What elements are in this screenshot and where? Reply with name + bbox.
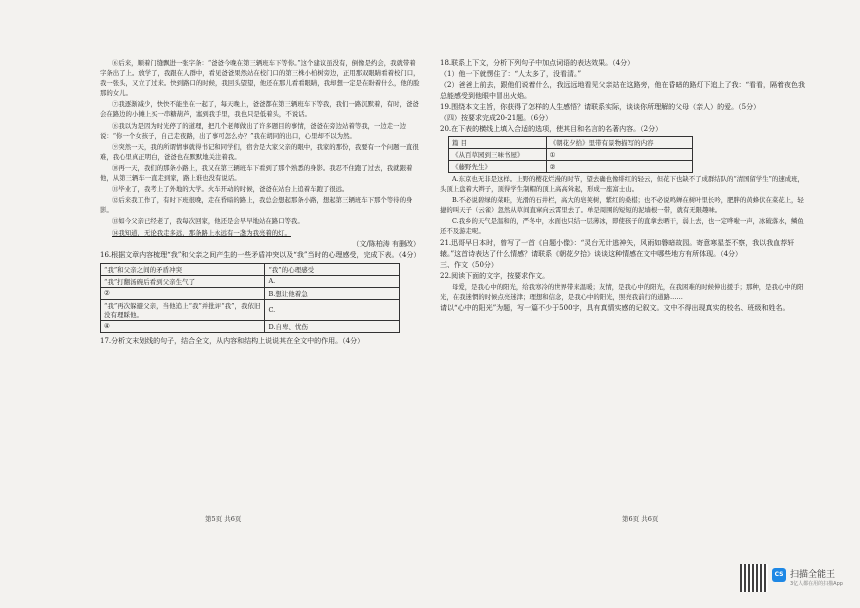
question-18-1: （1）他一下就愣住了：“人太多了，没看清。” — [440, 70, 582, 78]
source-note: （文/陈柏涛 有删改） — [352, 239, 420, 248]
essay-requirement: 请以“心中的阳光”为题，写一篇不少于500字，具有真情实感的记叙文。文中不得出现真实的校名、班级和姓名。 — [440, 303, 790, 312]
paragraph: ⑪毕业了，我考上了外地的大学。火车开动的时候，爸爸在站台上追着车跑了很远。 — [112, 185, 349, 194]
table-cell: “我”打翻汤碗后看到父亲生气了 — [101, 275, 265, 287]
table-row — [101, 299, 400, 320]
table-cell: C. — [265, 299, 400, 320]
question-21: 21.迅哥早日本时，曾写了一首《自题小像》：“灵台无计逃神矢，风雨如磐暗故园。寄意寒星荃不察，我以我血荐轩辕。”这首诗表达了什么情感？请联系《朝花夕拾》谈谈这种情感在文中哪些地方有所体现。（4分） — [440, 238, 795, 258]
table-cell: 《藤野先生》 — [449, 161, 547, 173]
table-cell: ① — [546, 149, 692, 161]
question-16: 16.根据文章内容梳理“我”和父亲之间产生的一些矛盾冲突以及“我”当时的心理感受，完成下表。（4分） — [100, 250, 421, 259]
table-row — [101, 287, 400, 299]
question-20: 20.在下表的横线上填入合适的选项，使其目和名言的名著内容。（2分） — [440, 125, 663, 133]
table-cell: ② — [546, 161, 692, 173]
table-cell: D.自卑、忧伤 — [265, 320, 400, 332]
paragraph: ⑬如今父亲已经老了，我每次回家，他还是会早早地站在路口等我。 — [112, 217, 304, 226]
underlined-ending: ⑭我知道，无论我走多远，那条路上永远有一盏为我亮着的灯。 — [112, 228, 291, 237]
table-cell: ④ — [101, 320, 265, 332]
conflict-table — [100, 263, 400, 333]
table-row — [449, 161, 693, 173]
question-18: 18.联系上下文，分析下列句子中加点词语的表达效果。（4分） — [440, 59, 635, 67]
question-19: 19.围绕本文主旨，你获得了怎样的人生感悟？请联系实际，谈谈你所理解的父母（亲人）的爱。（5分） — [440, 103, 761, 111]
table-cell: A. — [265, 275, 400, 287]
scanner-watermark — [740, 564, 844, 596]
question-22: 22.阅读下面的文字，按要求作文。 — [440, 271, 550, 280]
right-page — [440, 58, 810, 314]
option-c: C.我乡的天气是温和的，严冬中，水面也只结一层薄冰，即使孩子的直拿去晒干，弱上去，也一定哗啦一声，冰破落水，鳞鱼还不及游走呢。 — [440, 217, 804, 236]
table-row — [101, 320, 400, 332]
table-header: 篇 目 — [449, 137, 547, 149]
table-cell: 《从百草园到三味书屋》 — [449, 149, 547, 161]
paragraph: ⑩再一天，我们的那条小路上，我又在第三辆班车下看到了那个熟悉的身影。我忍不住跑了过去，我就跟着他，从第三辆车一直走到家，路上谁也没有说话。 — [100, 163, 413, 183]
table-cell: “我”再次躲避父亲，当他追上“我”并批评“我”，我依旧没有理睬他。 — [101, 299, 265, 320]
option-a: A.东京也无非是这样。上野的樱花烂漫的时节，望去确也像绯红的轻云，但花下也缺不了成群结队的“清国留学生”的速成班，头顶上盘着大辫子，顶得学生制帽的顶上高高耸起，形成一座富士山。 — [440, 175, 804, 194]
table-cell: B.想让他着急 — [265, 287, 400, 299]
table-row — [449, 149, 693, 161]
table-header: “我”和父亲之间的矛盾冲突 — [101, 263, 265, 275]
paragraph: ⑥后来，顺着门缝飘进一张字条：“爸爸今晚在第三辆班车下等你。”这个建议虽没有，倒像是约会，我就带着字条出了上。放学了，我跟在人群中，看见爸爸果然站在校门口的第三株小柏树旁边，正用那双眼睛看着校门口，我一张头，又立了过来。快到路口的时候，我回头望望，他还在那儿看看眼睛，我却想一定是在盼着什么，他的脸那的女儿。 — [100, 59, 420, 98]
paragraph: ⑧我以为是因为时光停了的道理，把几个老师做出了许多题目的事情，爸爸在旁边站着等我，一边走一边说：“你一个女孩子，自己走夜路，出了事可怎么办？”我在胡同的出口，心里却不以为然。 — [100, 121, 406, 140]
paragraph: ⑨突然一天，我的所谓情事就得书记和同学们，宿舍是大家父亲的眼中，我家的那份，我要有一个问题一直很难，我心里真正明白，爸爸也在默默地关注着我。 — [100, 142, 419, 161]
question-17: 17.分析文末划线的句子，结合全文，从内容和结构上说说其在全文中的作用。（4分） — [100, 336, 365, 345]
table-row — [101, 275, 400, 287]
right-page-number: 第6页 共6页 — [622, 515, 659, 523]
table-header: “我”的心理感受 — [265, 263, 400, 275]
left-page-number: 第5页 共6页 — [205, 515, 242, 523]
paragraph: ⑦我逐渐减少，快快不能坐在一起了，每天晚上，爸爸都在第三辆班车下等我，我们一路沉默着，有时，爸爸会在路边的小摊上买一串糖葫芦，塞到我手里，我也只是低着头，不说话。 — [100, 100, 419, 119]
left-page — [100, 58, 420, 347]
camscanner-logo-icon: CS — [772, 568, 786, 582]
essay-prompt: 母爱，是我心中的阳光，给我寒冷的世界带来温暖；友情，是我心中的阳光，在我困难的时候伸出援手；那种，是我心中的阳光，在我迷惘的时候点亮迷津；理想和信念，是我心中的阳光，照亮我前行的道路…… — [440, 282, 804, 301]
qr-code-icon — [740, 564, 768, 592]
table-header: 《朝花夕拾》里带有景物描写的内容 — [546, 137, 692, 149]
table-cell: ② — [101, 287, 265, 299]
section-heading: 三、作文（50分） — [440, 260, 498, 269]
scanner-subtitle: 3亿人都在用的扫描App — [790, 581, 843, 587]
option-b: B.不必说碧绿的菜畦，光滑的石井栏，高大的皂荚树，紫红的桑椹；也不必说鸣蝉在树叶里长吟，肥胖的黄蜂伏在菜花上，轻捷的叫天子（云雀）忽然从草间直窜向云霄里去了。单是周围的短短的泥墙根一带，就有无限趣味。 — [440, 196, 804, 215]
section-heading: （四）按要求完成20-21题。（6分） — [440, 114, 553, 122]
scanner-title: 扫描全能王 — [790, 570, 836, 580]
paragraph: ⑫后来我工作了，有时下班很晚，走在昏暗的路上，我总会想起那条小路，想起第三辆班车下那个等待的身影。 — [100, 196, 413, 215]
works-table — [448, 136, 693, 173]
question-18-2: （2）爸爸上前去，跟他们说着什么，我远远地看见父亲站在这路旁，他在昏暗的路灯下追上了我：“看看，隔着夜色我总能感受到他眼中冒出火焰。 — [440, 81, 806, 100]
